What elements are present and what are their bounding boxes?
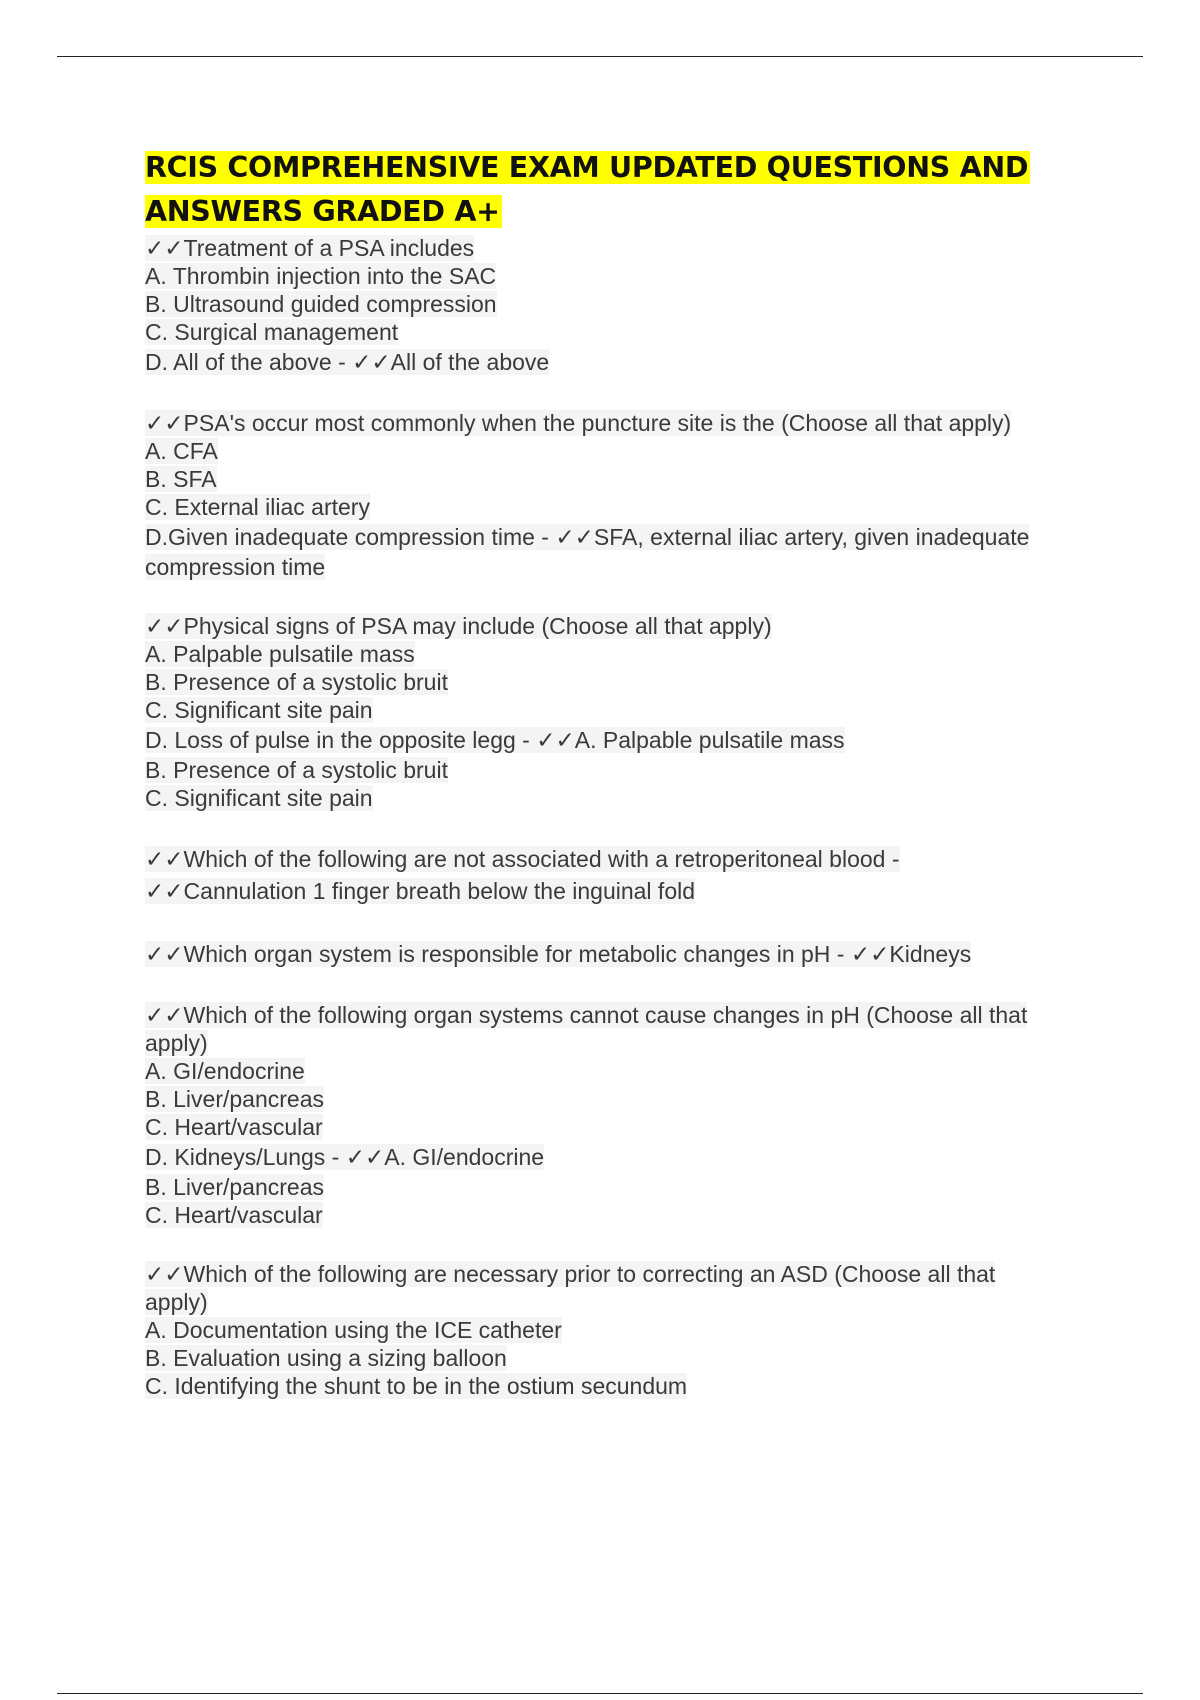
- question-line: ✓✓Physical signs of PSA may include (Choose all that apply): [145, 613, 772, 639]
- option-line: C. Surgical management: [145, 319, 399, 345]
- answer-line: D. All of the above - ✓✓All of the above: [145, 349, 550, 375]
- option-line: B. Evaluation using a sizing balloon: [145, 1345, 507, 1371]
- answer-line: D. Kidneys/Lungs - ✓✓A. GI/endocrine: [145, 1144, 545, 1170]
- answer-line: B. Presence of a systolic bruit: [145, 757, 448, 783]
- option-line: C. Identifying the shunt to be in the ostium secundum: [145, 1373, 688, 1399]
- answer-line: D.Given inadequate compression time - ✓✓SFA, external iliac artery, given inadequate: [145, 524, 1030, 550]
- option-line: B. Ultrasound guided compression: [145, 291, 497, 317]
- document-title: [145, 146, 1085, 234]
- option-line: A. Palpable pulsatile mass: [145, 641, 415, 667]
- document-body: [145, 146, 1085, 1431]
- question-block-4: [145, 843, 1085, 907]
- question-line: apply): [145, 1030, 208, 1056]
- option-line: B. Presence of a systolic bruit: [145, 669, 448, 695]
- question-block-2: [145, 409, 1085, 581]
- option-line: B. SFA: [145, 466, 217, 492]
- question-block-5: [145, 938, 1085, 970]
- option-line: A. Documentation using the ICE catheter: [145, 1317, 562, 1343]
- title-line-2: ANSWERS GRADED A+: [145, 195, 500, 228]
- footer-rule: [57, 1693, 1143, 1694]
- title-line-1: RCIS COMPREHENSIVE EXAM UPDATED QUESTIONS AND: [145, 151, 1029, 184]
- option-line: A. GI/endocrine: [145, 1058, 305, 1084]
- question-line: ✓✓Which organ system is responsible for metabolic changes in pH - ✓✓Kidneys: [145, 941, 972, 967]
- answer-line: ✓✓Cannulation 1 finger breath below the inguinal fold: [145, 878, 696, 904]
- option-line: A. CFA: [145, 438, 218, 464]
- header-rule: [57, 56, 1143, 57]
- option-line: C. Significant site pain: [145, 697, 373, 723]
- question-line: ✓✓PSA's occur most commonly when the puncture site is the (Choose all that apply): [145, 410, 1012, 436]
- answer-line: D. Loss of pulse in the opposite legg - ✓✓A. Palpable pulsatile mass: [145, 727, 845, 753]
- question-block-6: [145, 1001, 1085, 1229]
- option-line: C. External iliac artery: [145, 494, 370, 520]
- question-block-7: [145, 1260, 1085, 1400]
- answer-line: compression time: [145, 554, 326, 580]
- answer-line: B. Liver/pancreas: [145, 1174, 324, 1200]
- question-line: ✓✓Treatment of a PSA includes: [145, 235, 475, 261]
- question-line: ✓✓Which of the following are not associated with a retroperitoneal blood -: [145, 846, 900, 872]
- option-line: B. Liver/pancreas: [145, 1086, 324, 1112]
- answer-line: C. Significant site pain: [145, 785, 373, 811]
- answer-line: C. Heart/vascular: [145, 1202, 323, 1228]
- question-line: ✓✓Which of the following are necessary prior to correcting an ASD (Choose all that: [145, 1261, 996, 1287]
- question-line: apply): [145, 1289, 208, 1315]
- question-block-1: [145, 234, 1085, 378]
- question-line: ✓✓Which of the following organ systems cannot cause changes in pH (Choose all that: [145, 1002, 1028, 1028]
- option-line: C. Heart/vascular: [145, 1114, 323, 1140]
- option-line: A. Thrombin injection into the SAC: [145, 263, 497, 289]
- question-block-3: [145, 612, 1085, 812]
